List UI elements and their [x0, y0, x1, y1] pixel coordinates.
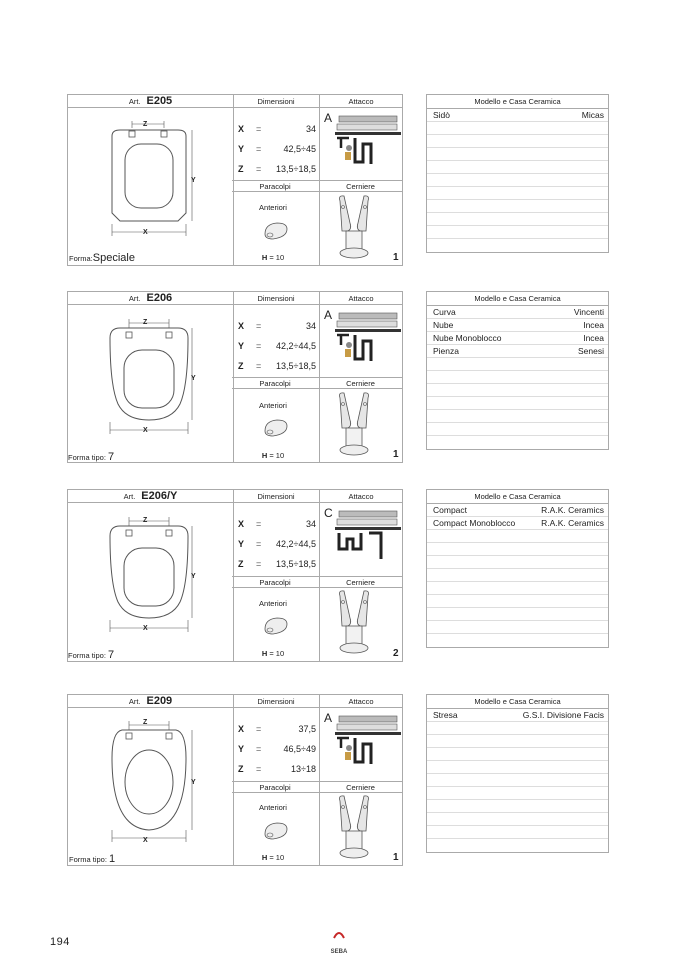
dim-x-row: X = 34 — [238, 124, 316, 134]
hinge-count: 1 — [393, 852, 399, 863]
attacco-header: Attacco — [319, 95, 403, 108]
model-row — [427, 122, 608, 135]
model-row — [427, 397, 608, 410]
drawing-x-label: X — [143, 229, 148, 236]
article-code: E209 — [146, 695, 173, 707]
bumper-icon — [261, 417, 291, 439]
bumper-icon — [261, 615, 291, 637]
model-row — [427, 226, 608, 239]
model-table — [426, 291, 609, 450]
model-row — [427, 761, 608, 774]
paracolpi-header: Paracolpi — [232, 180, 318, 192]
model-row — [427, 787, 608, 800]
art-label: Art. — [128, 697, 141, 706]
dim-x-row: X = 34 — [238, 519, 316, 529]
dim-z-row: Z = 13÷18 — [238, 764, 316, 774]
bumper-height: H = 10 — [261, 253, 285, 262]
model-row — [427, 213, 608, 226]
model-brand: R.A.K. Ceramics — [541, 518, 604, 528]
bumper-height: H = 10 — [261, 649, 285, 658]
logo-text: SEBA — [330, 949, 348, 955]
model-brand: Vincenti — [573, 307, 604, 317]
model-row — [427, 410, 608, 423]
dimensioni-header: Dimensioni — [233, 695, 319, 708]
dim-x-row: X = 34 — [238, 321, 316, 331]
forma-label: Forma tipo: 7 — [68, 649, 115, 661]
anteriori-label: Anteriori — [259, 599, 287, 608]
page-number: 194 — [50, 936, 70, 948]
model-row — [427, 239, 608, 252]
art-label: Art. — [128, 97, 141, 106]
hinge-icon — [330, 588, 380, 658]
hinge-count: 1 — [393, 449, 399, 460]
model-row — [427, 174, 608, 187]
forma-value: 7 — [108, 649, 115, 661]
seba-logo — [328, 930, 350, 958]
model-row — [427, 582, 608, 595]
article-code: E205 — [146, 95, 173, 107]
seba-logo-icon — [332, 930, 346, 940]
model-row — [427, 839, 608, 852]
model-brand: G.S.I. Divisione Facis — [522, 710, 604, 720]
model-table — [426, 694, 609, 853]
bumper-height: H = 10 — [261, 451, 285, 460]
paracolpi-header: Paracolpi — [232, 377, 318, 389]
article-code: E206/Y — [141, 490, 178, 502]
model-row — [427, 748, 608, 761]
model-row — [427, 187, 608, 200]
hinge-count: 1 — [393, 252, 399, 263]
cerniere-header: Cerniere — [318, 377, 403, 389]
model-row — [427, 371, 608, 384]
attacco-fixing-icon — [335, 509, 401, 561]
drawing-z-label: Z — [143, 719, 148, 726]
model-rows — [427, 709, 608, 852]
attacco-header: Attacco — [319, 695, 403, 708]
model-row — [427, 332, 608, 345]
model-row — [427, 109, 608, 122]
dimensioni-header: Dimensioni — [233, 292, 319, 305]
model-row — [427, 148, 608, 161]
paracolpi-header: Paracolpi — [232, 781, 318, 793]
model-row — [427, 735, 608, 748]
drawing-y-label: Y — [191, 779, 196, 786]
drawing-z-label: Z — [143, 517, 148, 524]
model-table-header: Modello e Casa Ceramica — [427, 292, 608, 306]
bumper-icon — [261, 220, 291, 242]
model-name: Compact Monoblocco — [433, 518, 516, 528]
drawing-z-label: Z — [143, 319, 148, 326]
cerniere-header: Cerniere — [318, 781, 403, 793]
model-name: Sidò — [433, 110, 451, 120]
model-row — [427, 709, 608, 722]
model-name: Pienza — [433, 346, 459, 356]
hinge-icon — [330, 193, 380, 263]
attacco-type: C — [324, 506, 333, 520]
model-row — [427, 826, 608, 839]
model-table — [426, 489, 609, 648]
model-row — [427, 722, 608, 735]
hinge-count: 2 — [393, 648, 399, 659]
forma-label: Forma tipo: 1 — [69, 853, 116, 865]
model-row — [427, 135, 608, 148]
forma-label: Forma tipo: 7 — [68, 451, 115, 463]
dim-x-row: X = 37,5 — [238, 724, 316, 734]
model-rows — [427, 306, 608, 449]
drawing-x-label: X — [143, 427, 148, 434]
drawing-z-label: Z — [143, 121, 148, 128]
model-row — [427, 161, 608, 174]
article-code: E206 — [146, 292, 173, 304]
model-row — [427, 530, 608, 543]
model-row — [427, 306, 608, 319]
attacco-header: Attacco — [319, 292, 403, 305]
art-label: Art. — [123, 492, 136, 501]
model-table — [426, 94, 609, 253]
dim-y-row: Y = 42,5÷45 — [238, 144, 316, 154]
anteriori-label: Anteriori — [259, 401, 287, 410]
cerniere-header: Cerniere — [318, 576, 403, 588]
model-row — [427, 774, 608, 787]
dim-y-row: Y = 42,2÷44,5 — [238, 539, 316, 549]
forma-label: Forma:Speciale — [69, 252, 135, 264]
model-table-header: Modello e Casa Ceramica — [427, 95, 608, 109]
art-label: Art. — [128, 294, 141, 303]
model-table-header: Modello e Casa Ceramica — [427, 490, 608, 504]
model-name: Stresa — [433, 710, 458, 720]
forma-value: Speciale — [92, 252, 135, 264]
bumper-icon — [261, 820, 291, 842]
model-row — [427, 634, 608, 647]
model-row — [427, 358, 608, 371]
drawing-y-label: Y — [191, 375, 196, 382]
drawing-x-label: X — [143, 837, 148, 844]
attacco-fixing-icon — [335, 114, 401, 166]
attacco-type: A — [324, 308, 333, 322]
dimensioni-header: Dimensioni — [233, 490, 319, 503]
model-table-header: Modello e Casa Ceramica — [427, 695, 608, 709]
model-row — [427, 319, 608, 332]
model-row — [427, 436, 608, 449]
hinge-icon — [330, 793, 380, 863]
dim-y-row: Y = 46,5÷49 — [238, 744, 316, 754]
attacco-type: A — [324, 711, 333, 725]
attacco-fixing-icon — [335, 714, 401, 766]
model-name: Nube — [433, 320, 454, 330]
drawing-y-label: Y — [191, 573, 196, 580]
drawing-x-label: X — [143, 625, 148, 632]
model-row — [427, 595, 608, 608]
attacco-type: A — [324, 111, 333, 125]
model-rows — [427, 109, 608, 252]
model-brand: R.A.K. Ceramics — [541, 505, 604, 515]
dim-y-row: Y = 42,2÷44,5 — [238, 341, 316, 351]
cerniere-header: Cerniere — [318, 180, 403, 192]
anteriori-label: Anteriori — [259, 803, 287, 812]
model-row — [427, 556, 608, 569]
model-brand: Micas — [581, 110, 604, 120]
model-rows — [427, 504, 608, 647]
attacco-header: Attacco — [319, 490, 403, 503]
attacco-fixing-icon — [335, 311, 401, 363]
drawing-y-label: Y — [191, 177, 196, 184]
model-row — [427, 813, 608, 826]
model-row — [427, 517, 608, 530]
model-row — [427, 621, 608, 634]
model-row — [427, 345, 608, 358]
forma-value: 7 — [108, 451, 115, 463]
model-row — [427, 200, 608, 213]
paracolpi-header: Paracolpi — [232, 576, 318, 588]
bumper-height: H = 10 — [261, 853, 285, 862]
dim-z-row: Z = 13,5÷18,5 — [238, 164, 316, 174]
model-row — [427, 800, 608, 813]
forma-value: 1 — [109, 853, 116, 865]
model-name: Curva — [433, 307, 456, 317]
model-row — [427, 569, 608, 582]
model-row — [427, 423, 608, 436]
dim-z-row: Z = 13,5÷18,5 — [238, 559, 316, 569]
dim-z-row: Z = 13,5÷18,5 — [238, 361, 316, 371]
model-brand: Senesi — [578, 346, 604, 356]
model-name: Nube Monoblocco — [433, 333, 502, 343]
model-row — [427, 608, 608, 621]
model-row — [427, 543, 608, 556]
model-row — [427, 384, 608, 397]
anteriori-label: Anteriori — [259, 203, 287, 212]
dimensioni-header: Dimensioni — [233, 95, 319, 108]
model-brand: Incea — [583, 320, 604, 330]
model-name: Compact — [433, 505, 468, 515]
model-row — [427, 504, 608, 517]
hinge-icon — [330, 390, 380, 460]
model-brand: Incea — [583, 333, 604, 343]
